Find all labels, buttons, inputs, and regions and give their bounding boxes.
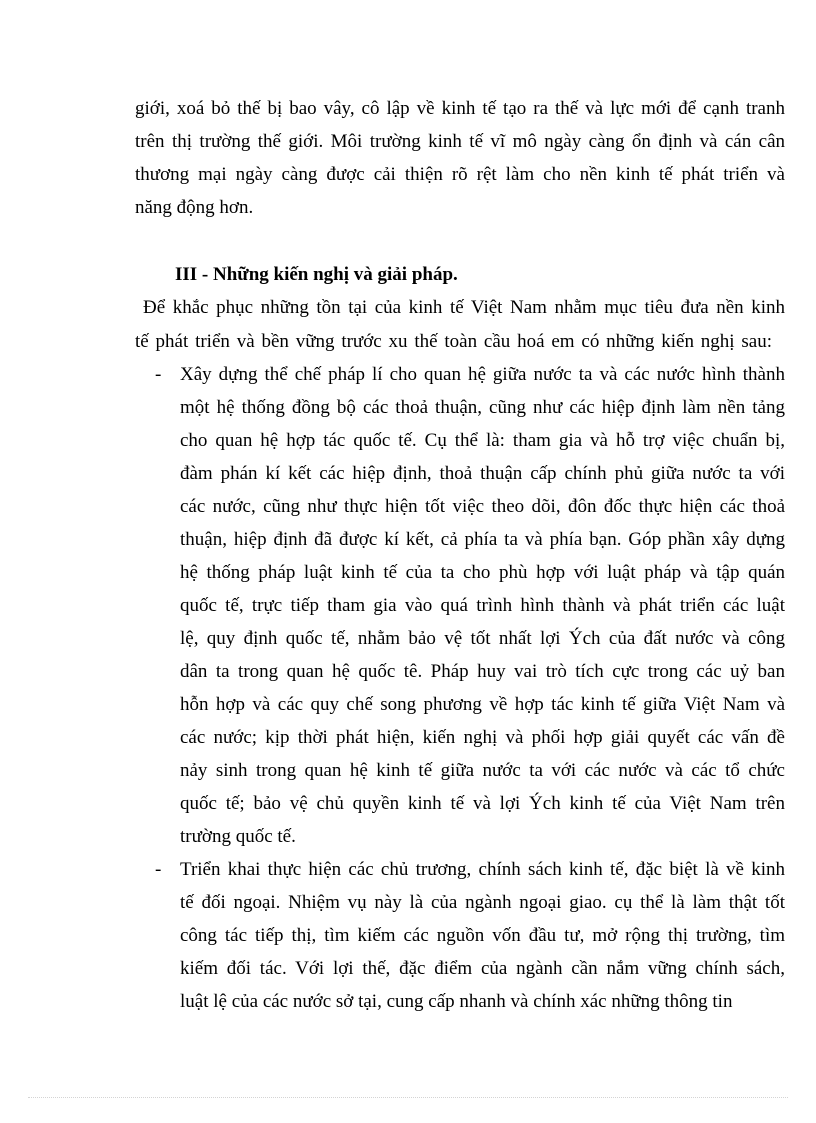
list-item-line: Xây dựng thể chế pháp lí cho quan hệ giữa nước ta và các nước hình thành — [180, 364, 785, 385]
bullet-dash: - — [155, 364, 162, 385]
paragraph-line: năng động hơn. — [135, 197, 254, 218]
list-item-line: lệ, quy định quốc tế, nhằm bảo vệ tốt nhất lợi Ých của đất nước và công — [180, 628, 785, 649]
paragraph-line: trên thị trường thế giới. Môi trường kinh tế vĩ mô ngày càng ổn định và cán cân — [135, 131, 785, 152]
list-item-line: tế đối ngoại. Nhiệm vụ này là của ngành ngoại giao. cụ thể là làm thật tốt — [180, 892, 785, 913]
list-item-line: quốc tế, trực tiếp tham gia vào quá trình hình thành và phát triển các luật — [180, 595, 785, 616]
list-item-line: cho quan hệ hợp tác quốc tế. Cụ thể là: tham gia và hỗ trợ việc chuẩn bị, — [180, 430, 785, 451]
list-item-line: dân ta trong quan hệ quốc tê. Pháp huy vai trò tích cực trong các uỷ ban — [180, 661, 785, 682]
list-item-line: nảy sinh trong quan hệ kinh tế giữa nước ta với các nước và các tổ chức — [180, 760, 785, 781]
list-item-line: đàm phán kí kết các hiệp định, thoả thuận cấp chính phủ giữa nước ta với — [180, 463, 785, 484]
list-item-line: luật lệ của các nước sở tại, cung cấp nhanh và chính xác những thông tin — [180, 991, 733, 1012]
list-item-line: một hệ thống đồng bộ các thoả thuận, cũng như các hiệp định làm nền tảng — [180, 397, 785, 418]
list-item-line: các nước; kịp thời phát hiện, kiến nghị và phối hợp giải quyết các vấn đề — [180, 727, 785, 748]
paragraph-line: giới, xoá bỏ thế bị bao vây, cô lập về kinh tế tạo ra thế và lực mới để cạnh tranh — [135, 98, 785, 119]
paragraph-line: thương mại ngày càng được cải thiện rõ rệt làm cho nền kinh tế phát triển và — [135, 164, 785, 185]
section-heading: III - Những kiến nghị và giải pháp. — [175, 264, 458, 285]
list-item-line: công tác tiếp thị, tìm kiếm các nguồn vốn đầu tư, mở rộng thị trường, tìm — [180, 925, 785, 946]
list-item-line: kiếm đối tác. Với lợi thế, đặc điểm của ngành cần nắm vững chính sách, — [180, 958, 785, 979]
paragraph-line: tế phát triển và bền vững trước xu thế toàn cầu hoá em có những kiến nghị sau: — [135, 331, 772, 352]
list-item-line: quốc tế; bảo vệ chủ quyền kinh tế và lợi Ých kinh tế của Việt Nam trên — [180, 793, 785, 814]
list-item-line: hệ thống pháp luật kinh tế của ta cho phù hợp với luật pháp và tập quán — [180, 562, 785, 583]
list-item-line: hỗn hợp và các quy chế song phương về hợp tác kinh tế giữa Việt Nam và — [180, 694, 785, 715]
list-item-line: Triển khai thực hiện các chủ trương, chính sách kinh tế, đặc biệt là về kinh — [180, 859, 785, 880]
page-bottom-divider — [28, 1097, 788, 1098]
paragraph-line: Để khắc phục những tồn tại của kinh tế Việt Nam nhằm mục tiêu đưa nền kinh — [143, 297, 785, 318]
bullet-dash: - — [155, 859, 162, 880]
list-item-line: các nước, cũng như thực hiện tốt việc theo dõi, đôn đốc thực hiện các thoả — [180, 496, 785, 517]
list-item-line: trường quốc tế. — [180, 826, 296, 847]
list-item-line: thuận, hiệp định đã được kí kết, cả phía ta và phía bạn. Góp phần xây dựng — [180, 529, 785, 550]
